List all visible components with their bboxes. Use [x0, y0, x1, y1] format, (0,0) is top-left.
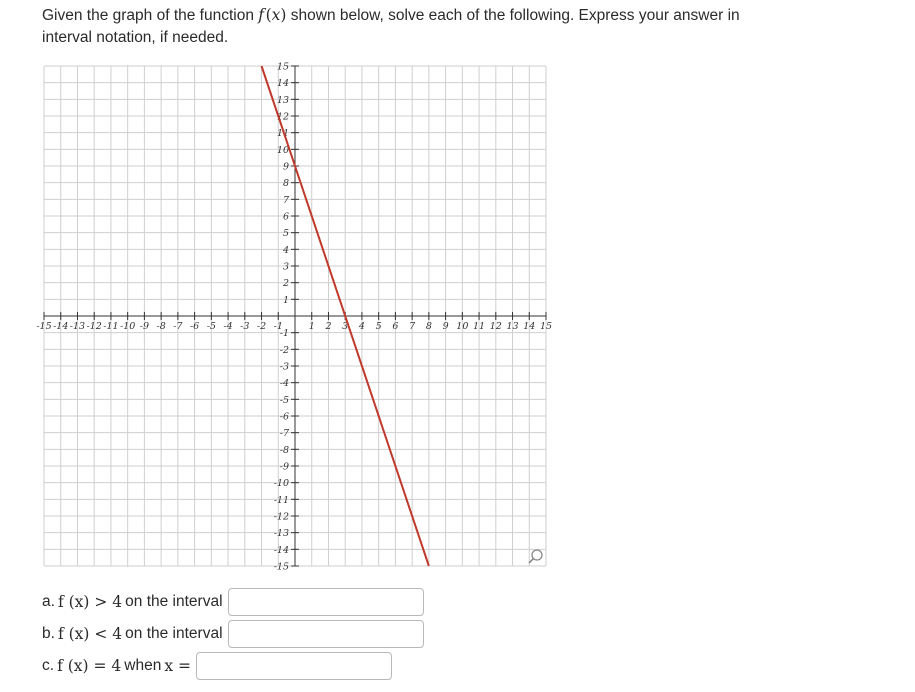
- x-tick-label: 12: [489, 321, 502, 332]
- x-tick-label: -2: [256, 321, 267, 332]
- y-tick-label: -4: [279, 378, 289, 390]
- x-tick-label: -14: [53, 321, 69, 332]
- y-tick-label: 9: [282, 161, 289, 173]
- part-a-answer-input[interactable]: [228, 588, 424, 616]
- y-tick-label: -9: [279, 461, 289, 473]
- x-tick-label: -1: [273, 321, 283, 332]
- magnifier-icon[interactable]: [529, 550, 542, 563]
- x-tick-label: 15: [539, 321, 553, 332]
- x-tick-label: -7: [173, 321, 183, 332]
- x-tick-label: 6: [392, 321, 399, 332]
- part-b-text: on the interval: [125, 625, 223, 642]
- part-c-text: when: [124, 657, 162, 674]
- x-tick-label: -6: [189, 321, 200, 332]
- x-tick-label: -13: [69, 321, 86, 332]
- y-tick-label: 2: [282, 278, 289, 290]
- part-b-letter: b.: [42, 625, 55, 642]
- part-b-answer-input[interactable]: [228, 620, 424, 648]
- y-tick-label: -13: [273, 528, 289, 540]
- x-tick-label: 11: [473, 321, 486, 332]
- x-tick-label: 7: [409, 321, 416, 332]
- x-tick-label: -12: [86, 321, 102, 332]
- question-text: Given the graph of the function f (x) shown below, solve each of the following. Express your answer in interval notation, if needed.: [42, 6, 740, 46]
- x-tick-label: 14: [523, 321, 536, 332]
- x-tick-label: 10: [456, 321, 469, 332]
- x-tick-label: -10: [120, 321, 136, 332]
- y-tick-label: -1: [279, 328, 289, 340]
- y-tick-label: -7: [279, 428, 289, 440]
- x-tick-label: 5: [375, 321, 382, 332]
- y-tick-label: -8: [279, 444, 289, 456]
- y-tick-label: 15: [276, 61, 289, 73]
- x-tick-label: -5: [206, 321, 216, 332]
- part-c-equation: f (x) = 4: [57, 657, 122, 675]
- x-tick-label: 13: [506, 321, 519, 332]
- x-tick-label: -15: [36, 321, 52, 332]
- x-tick-label: -8: [156, 321, 166, 332]
- y-tick-label: 8: [282, 178, 289, 190]
- function-arg: x: [271, 6, 281, 24]
- x-tick-label: 1: [308, 321, 315, 332]
- part-a-inequality: f (x) > 4: [57, 593, 123, 611]
- y-tick-label: 10: [276, 144, 289, 156]
- y-tick-label: 4: [282, 244, 289, 256]
- x-tick-label: -9: [139, 321, 150, 332]
- part-b: [42, 619, 424, 649]
- y-tick-label: 7: [282, 194, 289, 206]
- x-tick-label: -3: [240, 321, 250, 332]
- y-tick-label: 12: [276, 111, 289, 123]
- question-text-before: Given the graph of the function: [42, 7, 254, 24]
- part-c: [42, 651, 392, 681]
- x-tick-label: -4: [223, 321, 233, 332]
- y-tick-label: -5: [279, 394, 289, 406]
- axis-ticks: [36, 62, 552, 573]
- y-tick-label: 5: [282, 228, 289, 240]
- question-text-after: shown below, solve each of the following. Express your answer in interval notation, if needed.: [42, 7, 740, 46]
- y-tick-label: -10: [273, 478, 289, 490]
- x-tick-label: 4: [358, 321, 365, 332]
- axes: [44, 66, 546, 566]
- part-c-answer-input[interactable]: [196, 652, 392, 680]
- y-tick-label: 13: [276, 94, 289, 106]
- part-b-inequality: f (x) < 4: [57, 625, 123, 643]
- function-name: f: [258, 6, 265, 24]
- y-tick-label: -12: [273, 511, 289, 523]
- part-a-text: on the interval: [125, 593, 223, 610]
- y-tick-label: -11: [273, 494, 289, 506]
- part-c-variable: x =: [164, 657, 191, 675]
- x-tick-label: -11: [103, 321, 119, 332]
- x-tick-label: 3: [342, 321, 349, 332]
- y-tick-label: -14: [273, 544, 289, 556]
- y-tick-label: 6: [282, 211, 289, 223]
- y-tick-label: -6: [279, 411, 289, 423]
- x-tick-label: 2: [325, 321, 332, 332]
- part-c-letter: c.: [42, 657, 55, 674]
- y-tick-label: 11: [276, 128, 289, 140]
- y-tick-label: -15: [273, 561, 289, 573]
- y-tick-label: -2: [279, 344, 289, 356]
- x-tick-label: 8: [425, 321, 432, 332]
- part-a: [42, 587, 424, 617]
- y-tick-label: 3: [282, 261, 289, 273]
- y-tick-label: -3: [279, 361, 289, 373]
- y-tick-label: 1: [282, 294, 289, 306]
- x-tick-label: 9: [442, 321, 449, 332]
- y-tick-label: 14: [276, 78, 289, 90]
- part-a-letter: a.: [42, 593, 55, 610]
